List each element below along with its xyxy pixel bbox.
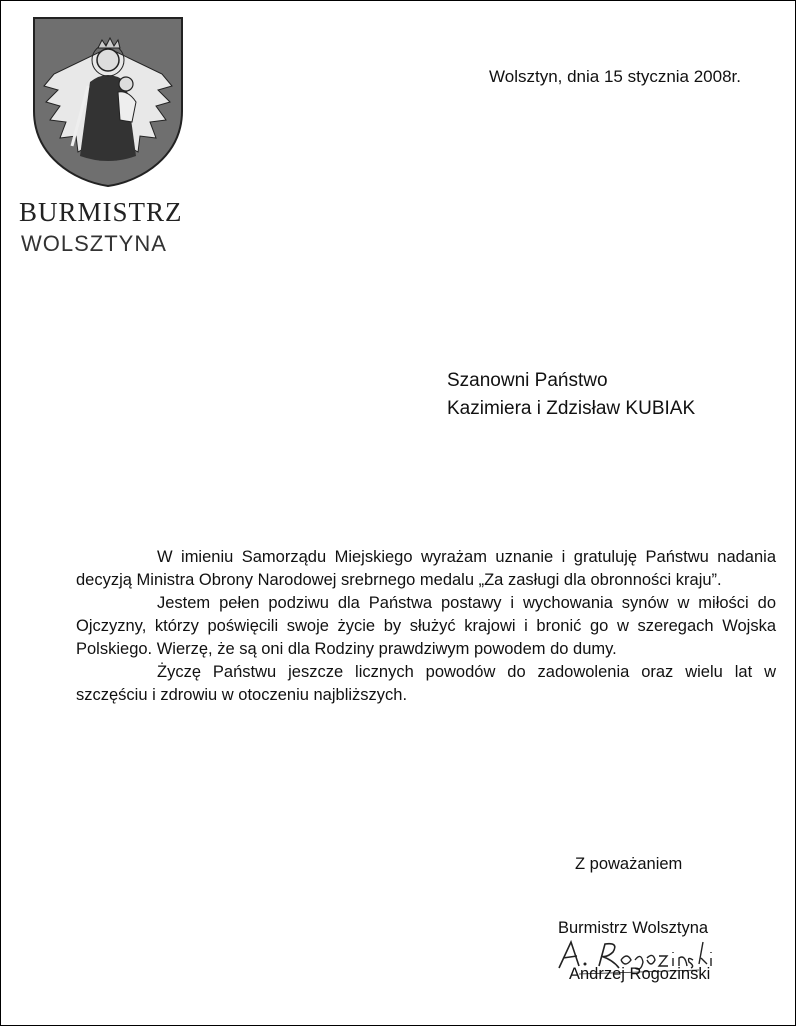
body-paragraph: W imieniu Samorządu Miejskiego wyrażam uznanie i gratuluję Państwu nadania decyzją Ministra Obrony Narodowej srebrnego medalu „Za zasługi dla obronności kraju”. (76, 548, 776, 589)
signatory-name: Andrzej Rogozinski (569, 965, 711, 983)
recipient-names: Kazimiera i Zdzisław KUBIAK (447, 398, 696, 419)
letter-body (76, 546, 776, 707)
letterhead-subtitle: WOLSZTYNA (21, 231, 167, 256)
letter-date: Wolsztyn, dnia 15 stycznia 2008r. (489, 67, 741, 86)
signatory-title: Burmistrz Wolsztyna (558, 919, 709, 937)
body-paragraph: Jestem pełen podziwu dla Państwa postawy i wychowania synów w miłości do Ojczyzny, którzy poświęcili swoje życie by służyć krajowi i bronić go w szeregach Wojska Polskiego. Wierzę, że są oni dla Rodziny prawdziwym powodem do dumy. (76, 594, 776, 658)
letterhead-title: BURMISTRZ (19, 197, 183, 227)
recipient-block (447, 367, 695, 423)
coat-of-arms-icon (32, 16, 184, 188)
closing-phrase: Z poważaniem (575, 855, 683, 873)
body-paragraph: Życzę Państwu jeszcze licznych powodów do zadowolenia oraz wielu lat w szczęściu i zdrowiu w otoczeniu najbliższych. (76, 663, 776, 704)
recipient-salutation: Szanowni Państwo (447, 370, 608, 391)
